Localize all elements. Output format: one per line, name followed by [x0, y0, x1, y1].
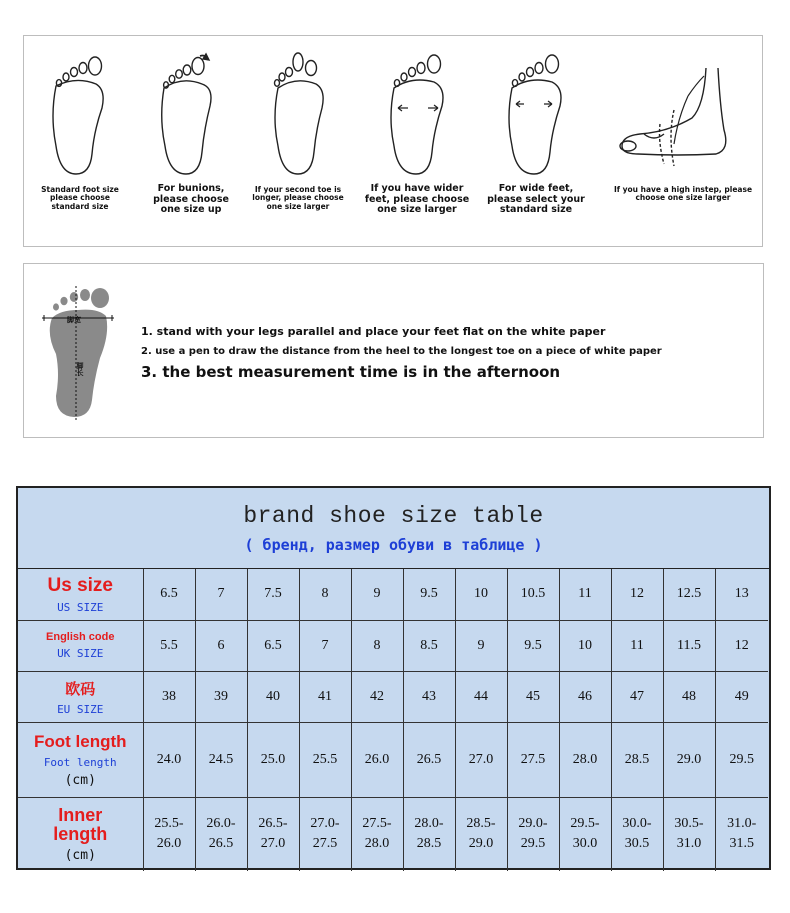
size-cell: 8.5	[403, 620, 455, 671]
size-cell	[455, 797, 507, 871]
wide-foot-icon	[362, 46, 472, 181]
size-cell: 38	[143, 671, 195, 722]
size-cell: 46	[559, 671, 611, 722]
size-table-title: brand shoe size table	[243, 503, 544, 529]
size-cell: 8	[299, 569, 351, 620]
size-cell: 48	[663, 671, 715, 722]
size-cell-line: 29.5-	[570, 816, 600, 832]
size-cell	[247, 797, 299, 871]
size-cell: 12.5	[663, 569, 715, 620]
foot-type-high-instep	[608, 36, 758, 246]
size-row	[18, 620, 768, 671]
row-unit: (cm)	[64, 847, 96, 863]
row-sublabel: EU SIZE	[57, 702, 104, 716]
size-cell: 8	[351, 620, 403, 671]
size-cell-line: 27.5-	[362, 816, 392, 832]
bunion-foot-icon	[148, 46, 234, 181]
row-label: 欧码	[65, 680, 96, 698]
size-row	[18, 569, 768, 620]
size-row-header	[18, 722, 143, 797]
foot-type-caption: If you have wider feet, please choose one size larger	[364, 183, 470, 216]
size-cell-line: 28.0-	[414, 816, 444, 832]
size-cell-line: 27.0-	[310, 816, 340, 832]
size-cell: 11.5	[663, 620, 715, 671]
size-cell: 44	[455, 671, 507, 722]
size-cell	[299, 797, 351, 871]
instruction-step-2: 2. use a pen to draw the distance from the heel to the longest toe on a piece of white paper	[141, 346, 662, 357]
size-cell: 12	[715, 620, 768, 671]
size-cell: 41	[299, 671, 351, 722]
size-cell: 26.0	[351, 722, 403, 797]
size-cell: 39	[195, 671, 247, 722]
row-sublabel: Foot length	[43, 755, 117, 769]
size-cell: 12	[611, 569, 663, 620]
high-instep-foot-icon	[608, 46, 758, 181]
size-cell: 13	[715, 569, 768, 620]
size-cell	[715, 797, 768, 871]
size-cell: 24.5	[195, 722, 247, 797]
measurement-panel	[23, 263, 764, 438]
size-cell-line: 26.5	[208, 836, 234, 852]
foot-type-caption: For bunions, please choose one size up	[153, 183, 229, 216]
row-sublabel: US SIZE	[57, 600, 104, 614]
diagram-width-label: 脚宽	[67, 316, 81, 324]
foot-types-panel	[23, 35, 763, 247]
size-cell: 7	[195, 569, 247, 620]
foot-type-wide	[484, 36, 588, 246]
row-unit: (cm)	[64, 772, 96, 788]
size-cell-line: 29.5	[520, 836, 546, 852]
row-label: English code	[46, 631, 115, 643]
size-cell: 9.5	[507, 620, 559, 671]
diagram-length-label: 脚长	[76, 362, 84, 376]
size-cell	[559, 797, 611, 871]
size-cell: 9	[455, 620, 507, 671]
size-cell-line: 27.5	[312, 836, 338, 852]
instruction-step-1: 1. stand with your legs parallel and place your feet flat on the white paper	[141, 325, 606, 338]
size-cell: 6	[195, 620, 247, 671]
size-cell: 6.5	[247, 620, 299, 671]
foot-type-wider	[362, 36, 472, 246]
size-cell	[663, 797, 715, 871]
size-cell	[351, 797, 403, 871]
size-cell-line: 31.0-	[727, 816, 757, 832]
foot-type-long-second-toe	[250, 36, 346, 246]
size-cell: 42	[351, 671, 403, 722]
foot-type-caption: If your second toe is longer, please choose one size larger	[252, 185, 344, 211]
size-cell-line: 26.0	[156, 836, 182, 852]
size-grid	[18, 569, 768, 871]
size-cell: 29.0	[663, 722, 715, 797]
size-cell: 45	[507, 671, 559, 722]
size-table-header	[18, 488, 769, 569]
foot-type-caption: If you have a high instep, please choose one size larger	[613, 185, 753, 203]
size-cell-line: 25.5-	[154, 816, 184, 832]
size-cell-line: 30.0-	[622, 816, 652, 832]
size-table	[16, 486, 771, 870]
size-cell: 49	[715, 671, 768, 722]
size-cell: 27.0	[455, 722, 507, 797]
size-cell: 11	[559, 569, 611, 620]
size-cell-line: 28.0	[364, 836, 390, 852]
wide-standard-foot-icon	[484, 46, 588, 181]
size-cell: 10	[455, 569, 507, 620]
size-cell	[143, 797, 195, 871]
size-row	[18, 797, 768, 871]
size-cell-line: 29.0	[468, 836, 494, 852]
size-cell	[403, 797, 455, 871]
size-row	[18, 671, 768, 722]
size-cell-line: 29.0-	[518, 816, 548, 832]
standard-foot-icon	[32, 46, 128, 181]
row-label: Foot length	[33, 731, 127, 751]
size-cell: 25.5	[299, 722, 351, 797]
size-cell-line: 26.0-	[206, 816, 236, 832]
size-cell: 28.5	[611, 722, 663, 797]
size-cell: 27.5	[507, 722, 559, 797]
long-toe-foot-icon	[250, 46, 346, 181]
size-cell-line: 28.5	[416, 836, 442, 852]
size-row-header	[18, 671, 143, 722]
size-cell: 11	[611, 620, 663, 671]
size-row	[18, 722, 768, 797]
foot-type-bunions	[148, 36, 234, 246]
foot-measure-diagram-icon	[38, 284, 138, 424]
size-cell	[507, 797, 559, 871]
size-cell: 9.5	[403, 569, 455, 620]
size-cell: 24.0	[143, 722, 195, 797]
size-cell: 25.0	[247, 722, 299, 797]
size-cell-line: 27.0	[260, 836, 286, 852]
row-label: Inner length	[53, 804, 108, 844]
size-cell: 5.5	[143, 620, 195, 671]
row-label: Us size	[47, 574, 113, 596]
size-cell	[611, 797, 663, 871]
size-cell: 28.0	[559, 722, 611, 797]
size-cell: 7	[299, 620, 351, 671]
size-cell: 29.5	[715, 722, 768, 797]
size-cell: 9	[351, 569, 403, 620]
foot-type-caption: Standard foot size please choose standard size	[41, 185, 119, 211]
size-cell: 6.5	[143, 569, 195, 620]
instruction-step-3: 3. the best measurement time is in the afternoon	[141, 363, 561, 381]
size-row-header	[18, 620, 143, 671]
size-cell-line: 26.5-	[258, 816, 288, 832]
size-cell: 40	[247, 671, 299, 722]
size-cell: 10.5	[507, 569, 559, 620]
size-cell	[195, 797, 247, 871]
size-cell-line: 31.5	[729, 836, 754, 852]
size-cell: 10	[559, 620, 611, 671]
size-cell-line: 28.5-	[466, 816, 496, 832]
foot-type-standard	[32, 36, 128, 246]
size-row-header	[18, 569, 143, 620]
size-cell-line: 30.0	[572, 836, 598, 852]
size-table-subtitle: ( бренд, размер обуви в таблице )	[244, 536, 543, 554]
size-cell: 43	[403, 671, 455, 722]
size-cell-line: 31.0	[676, 836, 702, 852]
size-row-header	[18, 797, 143, 871]
row-sublabel: UK SIZE	[57, 647, 104, 660]
foot-type-caption: For wide feet, please select your standard size	[487, 183, 585, 216]
size-cell-line: 30.5-	[674, 816, 704, 832]
size-cell: 26.5	[403, 722, 455, 797]
size-cell: 7.5	[247, 569, 299, 620]
size-cell: 47	[611, 671, 663, 722]
size-cell-line: 30.5	[624, 836, 650, 852]
